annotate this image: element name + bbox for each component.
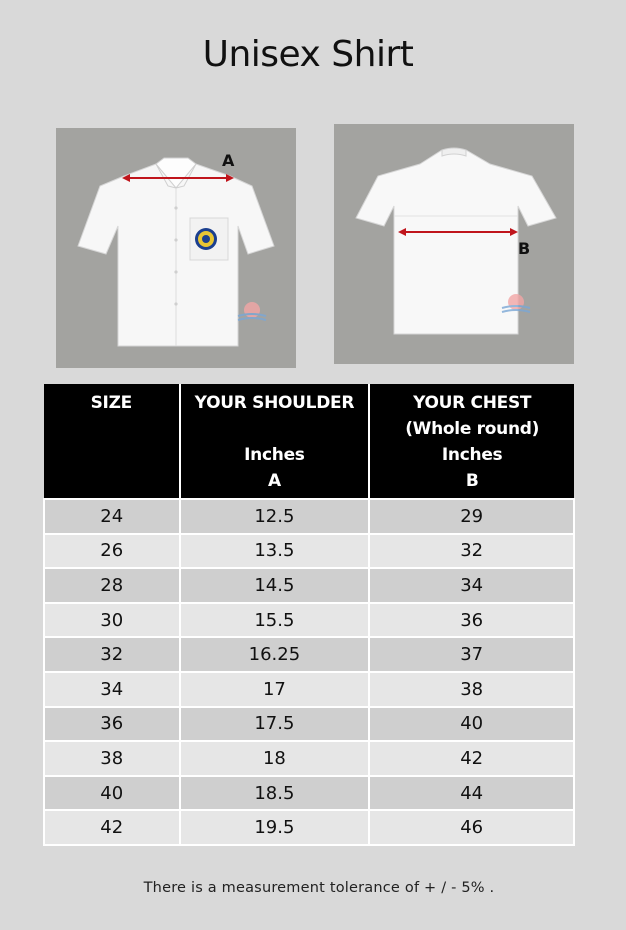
measure-label-a: A	[222, 151, 235, 170]
school-badge-icon	[195, 228, 217, 250]
cell-chest: 32	[369, 534, 574, 569]
table-row	[44, 603, 574, 638]
cell-shoulder: 12.5	[180, 499, 370, 534]
cell-size: 42	[44, 810, 180, 845]
table-row	[44, 707, 574, 742]
tolerance-note: There is a measurement tolerance of + / - 5% .	[143, 880, 495, 896]
cell-shoulder: 19.5	[180, 810, 370, 845]
cell-chest: 40	[369, 707, 574, 742]
cell-shoulder: 18.5	[180, 776, 370, 811]
table-row	[44, 810, 574, 845]
header-shoulder-letter: A	[267, 471, 281, 491]
header-chest-sublabel: (Whole round)	[405, 419, 540, 439]
cell-size: 26	[44, 534, 180, 569]
cell-chest: 46	[369, 810, 574, 845]
cell-size: 32	[44, 637, 180, 672]
cell-shoulder: 13.5	[180, 534, 370, 569]
header-size	[44, 384, 180, 499]
cell-chest: 37	[369, 637, 574, 672]
header-chest	[369, 384, 574, 499]
cell-shoulder: 16.25	[180, 637, 370, 672]
cell-size: 28	[44, 568, 180, 603]
cell-shoulder: 17	[180, 672, 370, 707]
cell-shoulder: 17.5	[180, 707, 370, 742]
page-title: Unisex Shirt	[202, 34, 414, 75]
header-chest-letter: B	[465, 471, 479, 491]
shirt-back-photo	[334, 124, 574, 364]
cell-size: 40	[44, 776, 180, 811]
table-row	[44, 499, 574, 534]
header-shoulder-label: YOUR SHOULDER	[194, 393, 355, 413]
table-row	[44, 534, 574, 569]
header-chest-unit: Inches	[441, 445, 503, 465]
cell-chest: 44	[369, 776, 574, 811]
cell-size: 30	[44, 603, 180, 638]
size-chart-table	[43, 384, 575, 846]
cell-size: 34	[44, 672, 180, 707]
table-row	[44, 672, 574, 707]
shirt-front-photo	[56, 128, 296, 368]
measure-label-b: B	[518, 239, 531, 258]
cell-shoulder: 15.5	[180, 603, 370, 638]
watermark-logo-icon	[238, 302, 266, 320]
cell-chest: 29	[369, 499, 574, 534]
table-row	[44, 741, 574, 776]
shirt-back-illustration	[334, 124, 574, 364]
cell-size: 36	[44, 707, 180, 742]
shirt-front-illustration	[56, 128, 296, 368]
header-shoulder-unit: Inches	[244, 445, 305, 465]
cell-size: 38	[44, 741, 180, 776]
table-row	[44, 637, 574, 672]
cell-chest: 36	[369, 603, 574, 638]
cell-shoulder: 18	[180, 741, 370, 776]
cell-size: 24	[44, 499, 180, 534]
table-row	[44, 568, 574, 603]
table-header-row	[44, 384, 574, 499]
header-shoulder	[180, 384, 370, 499]
table-row	[44, 776, 574, 811]
header-chest-label: YOUR CHEST	[413, 393, 532, 413]
cell-shoulder: 14.5	[180, 568, 370, 603]
cell-chest: 42	[369, 741, 574, 776]
header-size-label: SIZE	[90, 393, 132, 413]
cell-chest: 34	[369, 568, 574, 603]
cell-chest: 38	[369, 672, 574, 707]
